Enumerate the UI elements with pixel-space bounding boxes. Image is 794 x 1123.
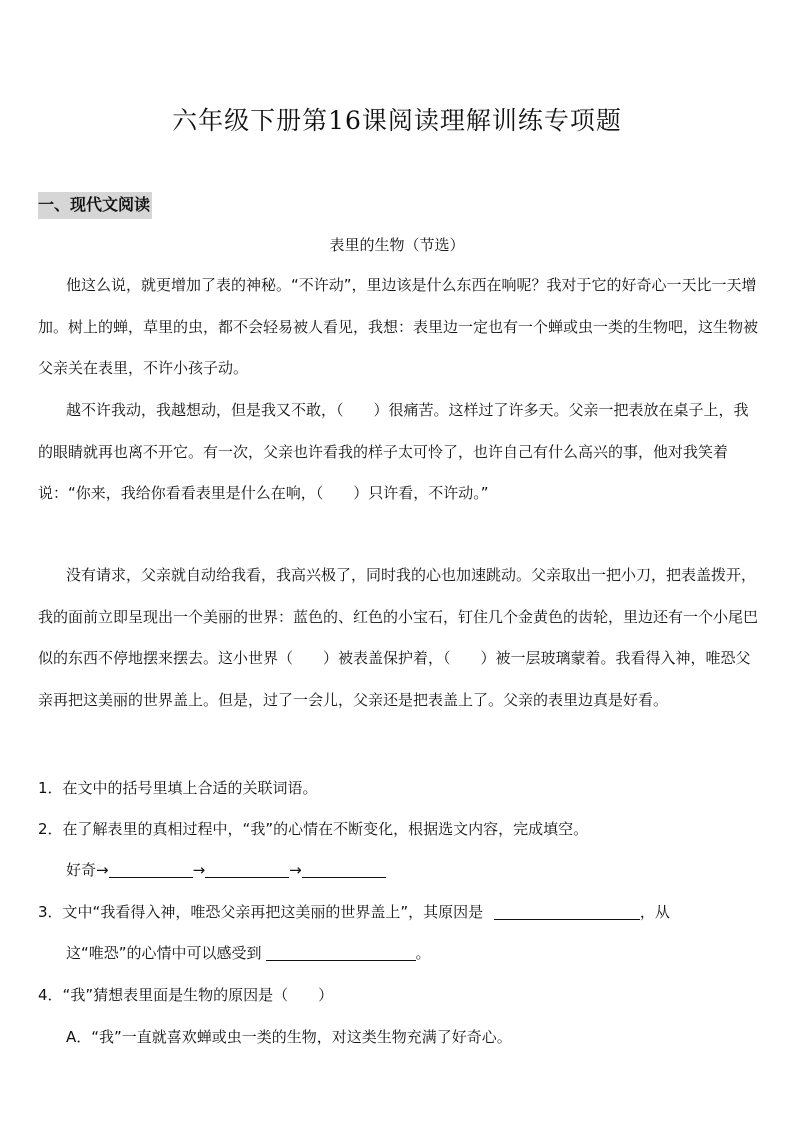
q3-blank-1[interactable] (494, 903, 640, 920)
q3-text-3: 这“唯恐”的心情中可以感受到 (66, 944, 262, 962)
question-3-line-2 (66, 943, 431, 963)
q2-arrow-2: → (289, 861, 302, 879)
q2-blank-3[interactable] (302, 861, 386, 878)
q2-blank-2[interactable] (205, 861, 289, 878)
question-4: 4．“我”猜想表里面是生物的原因是（ ） (38, 986, 334, 1004)
q3-blank-2[interactable] (266, 944, 416, 961)
q2-start-label: 好奇→ (66, 861, 109, 879)
paragraph-1: 他这么说，就更增加了表的神秘。“不许动”，里边该是什么东西在响呢？我对于它的好奇心一天比一天增加。树上的蝉，草里的虫，都不会轻易被人看见，我想：表里边一定也有一个蝉或虫一类的生物吧，这生物被父亲关在表里，不许小孩子动。 (38, 276, 759, 377)
paragraph-3: 没有请求，父亲就自动给我看，我高兴极了，同时我的心也加速跳动。父亲取出一把小刀，把表盖拨开，我的面前立即呈现出一个美丽的世界：蓝色的、红色的小宝石，钉住几个金黄色的齿轮，里边还有一个小尾巴似的东西不停地摆来摆去。这小世界（ ）被表盖保护着，（ ）被一层玻璃蒙着。我看得入神，唯恐父亲再把这美丽的世界盖上。但是，过了一会儿，父亲还是把表盖上了。父亲的表里边真是好看。 (38, 566, 759, 709)
q3-text-2: ，从 (639, 903, 670, 921)
section-heading: 一、现代文阅读 (38, 192, 152, 219)
question-3 (38, 902, 670, 922)
passage-title: 表里的生物（节选） (329, 236, 465, 254)
question-2-answer-row (66, 860, 386, 880)
q3-end: 。 (415, 944, 431, 962)
question-4-option-a[interactable]: A．“我”一直就喜欢蝉或虫一类的生物，对这类生物充满了好奇心。 (66, 1028, 512, 1046)
paragraph-2: 越不许我动，我越想动，但是我又不敢，（ ）很痛苦。这样过了许多天。父亲一把表放在桌子上，我的眼睛就再也离不开它。有一次，父亲也许看我的样子太可怜了，也许自己有什么高兴的事，他对我笑着说：“你来，我给你看看表里是什么在响，（ ）只许看，不许动。” (38, 401, 749, 502)
question-1: 1．在文中的括号里填上合适的关联词语。 (38, 779, 318, 797)
q3-text-1: 3．文中“我看得入神，唯恐父亲再把这美丽的世界盖上”，其原因是 (38, 903, 484, 921)
page-title: 六年级下册第16课阅读理解训练专项题 (172, 106, 622, 135)
question-2: 2．在了解表里的真相过程中，“我”的心情在不断变化，根据选文内容，完成填空。 (38, 820, 589, 838)
q2-arrow-1: → (192, 861, 206, 879)
q2-blank-1[interactable] (109, 861, 193, 878)
